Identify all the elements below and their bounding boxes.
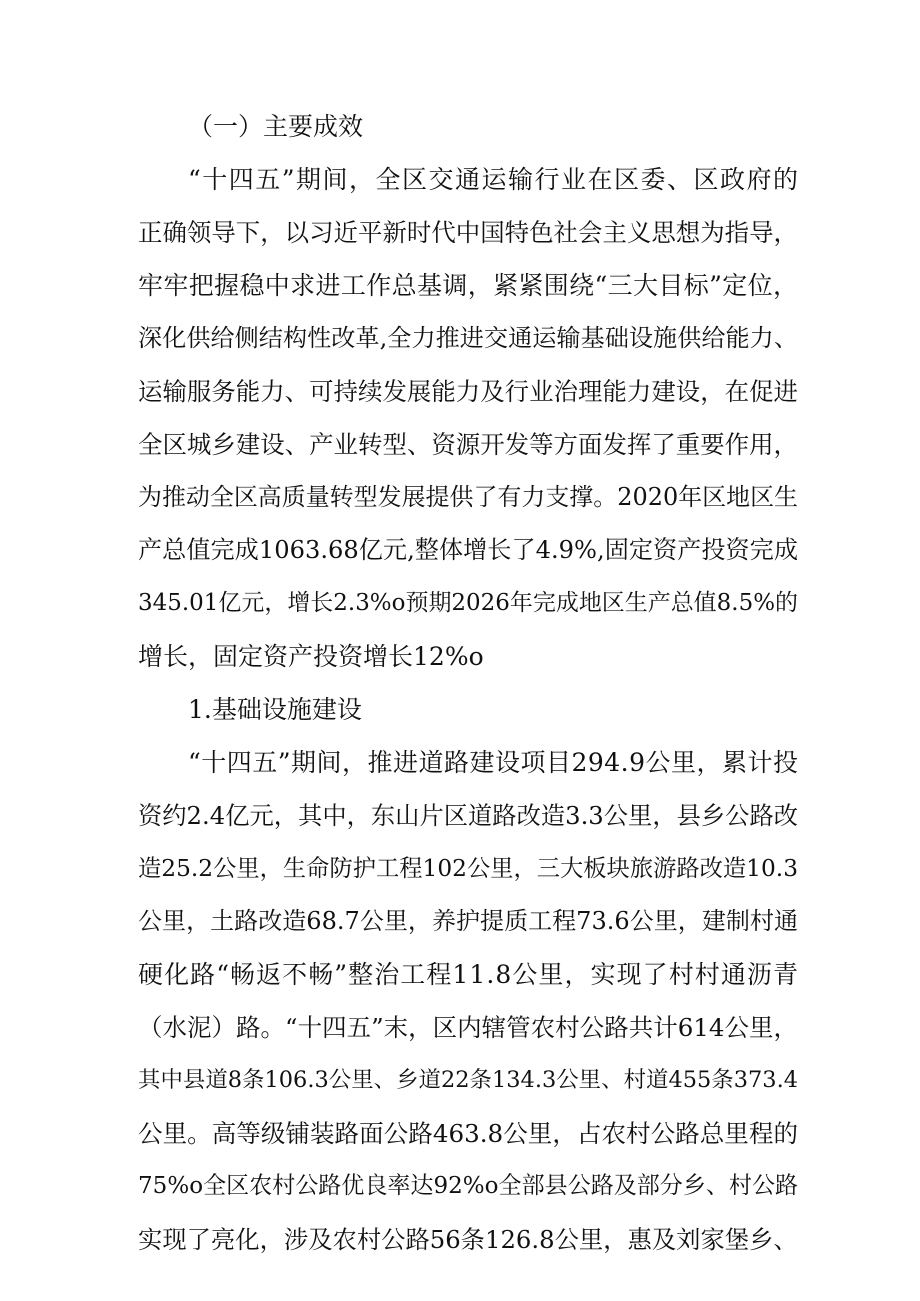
paragraph-line: 深化供给侧结构性改革,全力推进交通运输基础设施供给能力、 [138,324,799,352]
subsection-heading: 1.基础设施建设 [188,695,362,724]
paragraph-line: 公里。高等级铺装路面公路463.8公里，占农村公路总里程的 [138,1119,799,1148]
paragraph-line: 资约2.4亿元，其中，东山片区道路改造3.3公里，县乡公路改 [138,801,799,830]
paragraph-line: 全区城乡建设、产业转型、资源开发等方面发挥了重要作用， [138,430,799,459]
section-heading: （一）主要成效 [188,112,364,141]
paragraph-line: 公里，土路改造68.7公里，养护提质工程73.6公里，建制村通 [138,907,799,935]
paragraph-line: 实现了亮化，涉及农村公路56条126.8公里，惠及刘家堡乡、 [138,1225,798,1254]
paragraph-line: （水泥）路。“十四五”末，区内辖管农村公路共计614公里， [138,1013,799,1042]
paragraph-line: 为推动全区高质量转型发展提供了有力支撑。2020年区地区生 [138,483,798,511]
paragraph-line: 增长，固定资产投资增长12%o [138,642,484,671]
paragraph-line: 造25.2公里，生命防护工程102公里，三大板块旅游路改造10.3 [138,855,798,882]
paragraph-line: 其中县道8条106.3公里、乡道22条134.3公里、村道455条373.4 [138,1067,799,1093]
paragraph-line: 正确领导下，以习近平新时代中国特色社会主义思想为指导， [138,218,799,247]
paragraph-line: 运输服务能力、可持续发展能力及行业治理能力建设，在促进 [138,377,799,406]
paragraph-line: 345.01亿元，增长2.3%o预期2026年完成地区生产总值8.5%的 [138,590,799,616]
paragraph-line: “十四五”期间，推进道路建设项目294.9公里，累计投 [188,748,799,777]
paragraph-line: 产总值完成1063.68亿元,整体增长了4.9%,固定资产投资完成 [138,536,799,564]
paragraph-line: 牢牢把握稳中求进工作总基调，紧紧围绕“三大目标”定位， [138,271,799,300]
paragraph-line: 硬化路“畅返不畅”整治工程11.8公里，实现了村村通沥青 [138,960,800,989]
paragraph-line: “十四五”期间，全区交通运输行业在区委、区政府的 [188,165,800,194]
paragraph-line: 75%o全区农村公路优良率达92%o全部县公路及部分乡、村公路 [138,1173,799,1199]
document-body [138,100,798,1266]
